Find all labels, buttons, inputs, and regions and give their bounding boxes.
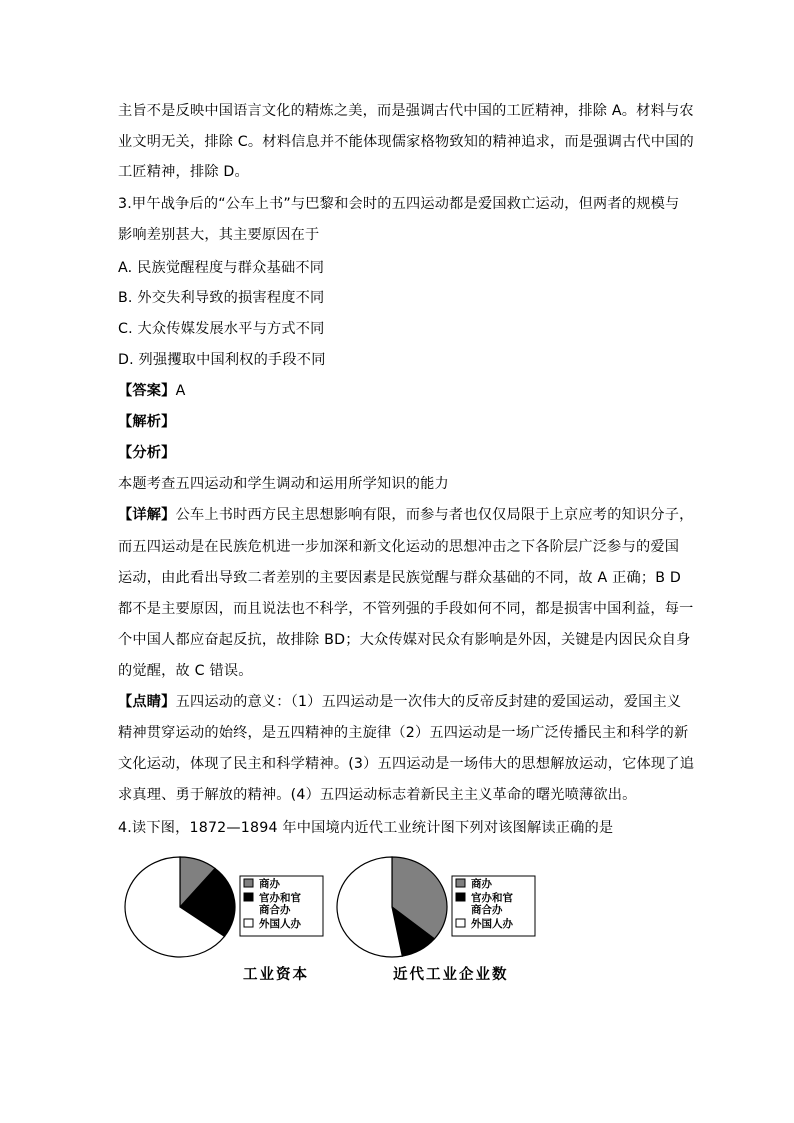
legend-label: 商办	[259, 878, 280, 890]
pie-slice-1-2	[337, 857, 402, 957]
legend-label: 商合办	[259, 904, 291, 916]
dianjing-text: 精神贯穿运动的始终，是五四精神的主旋律（2）五四运动是一场广泛传播民主和科学的新	[118, 725, 689, 741]
chart-title-industrial-capital: 工业资本	[243, 966, 309, 983]
legend-label: 官办和官	[471, 892, 513, 904]
question-3-stem-cont: 影响差别甚大，其主要原因在于	[118, 227, 320, 243]
text-line: 工匠精神，排除 D。	[118, 164, 249, 180]
question-3-stem: 3.甲午战争后的“公车上书”与巴黎和会时的五四运动都是爱国救亡运动，但两者的规模与	[118, 196, 680, 212]
detail-text: 个中国人都应奋起反抗，故排除 BD；大众传媒对民众有影响是外因，关键是内因民众自身	[118, 632, 691, 648]
dianjing-tag: 【点睛】	[118, 694, 176, 710]
answer-tag: 【答案】	[118, 383, 176, 399]
option-d: D. 列强攫取中国利权的手段不同	[118, 352, 326, 368]
legend-swatch	[244, 919, 253, 927]
text-line: 业文明无关，排除 C。材料信息并不能体现儒家格物致知的精神追求，而是强调古代中国的	[118, 134, 694, 150]
fenxi-tag-line	[118, 443, 176, 463]
analysis-tag: 【解析】	[118, 414, 176, 430]
legend-label: 外国人办	[259, 918, 301, 930]
legend-swatch	[456, 893, 465, 901]
detail-line	[118, 505, 694, 525]
dianjing-text: 求真理、勇于解放的精神。(4）五四运动标志着新民主主义革命的曙光喷薄欲出。	[118, 787, 637, 803]
question-4-stem: 4.读下图，1872—1894 年中国境内近代工业统计图下列对该图解读正确的是	[118, 820, 614, 836]
fenxi-tag: 【分析】	[118, 445, 176, 461]
pie-charts	[120, 855, 540, 960]
legend-label: 商合办	[471, 904, 503, 916]
option-a: A. 民族觉醒程度与群众基础不同	[118, 260, 325, 276]
option-b: B. 外交失利导致的损害程度不同	[118, 290, 325, 306]
legend-label: 商办	[471, 878, 492, 890]
dianjing-line	[118, 692, 681, 712]
detail-text: 都不是主要原因，而且说法也不科学，不管列强的手段如何不同，都是损害中国利益，每一	[118, 601, 694, 617]
fenxi-text: 本题考查五四运动和学生调动和运用所学知识的能力	[118, 476, 449, 492]
detail-text: 的觉醒，故 C 错误。	[118, 663, 253, 679]
legend-swatch	[456, 919, 465, 927]
chart-title-enterprise-count: 近代工业企业数	[393, 966, 509, 983]
detail-text: 公车上书时西方民主思想影响有限，而参与者也仅仅局限于上京应考的知识分子，	[175, 507, 694, 523]
dianjing-text: 五四运动的意义：（1）五四运动是一次伟大的反帝反封建的爱国运动，爱国主义	[175, 694, 682, 710]
answer-value: A	[175, 383, 186, 399]
legend-swatch	[456, 879, 465, 887]
legend-label: 官办和官	[259, 892, 301, 904]
legend-label: 外国人办	[471, 918, 513, 930]
answer-line	[118, 381, 185, 401]
legend-swatch	[244, 879, 253, 887]
detail-text: 而五四运动是在民族危机进一步加深和新文化运动的思想冲击之下各阶层广泛参与的爱国	[118, 539, 680, 555]
option-c: C. 大众传媒发展水平与方式不同	[118, 321, 325, 337]
dianjing-text: 文化运动，体现了民主和科学精神。(3）五四运动是一场伟大的思想解放运动，它体现了追	[118, 756, 695, 772]
legend-swatch	[244, 893, 253, 901]
analysis-tag-line	[118, 412, 176, 432]
detail-tag: 【详解】	[118, 507, 176, 523]
text-line: 主旨不是反映中国语言文化的精炼之美，而是强调古代中国的工匠精神，排除 A。材料与农	[118, 103, 694, 119]
detail-text: 运动，由此看出导致二者差别的主要因素是民族觉醒与群众基础的不同，故 A 正确；B D	[118, 570, 682, 586]
